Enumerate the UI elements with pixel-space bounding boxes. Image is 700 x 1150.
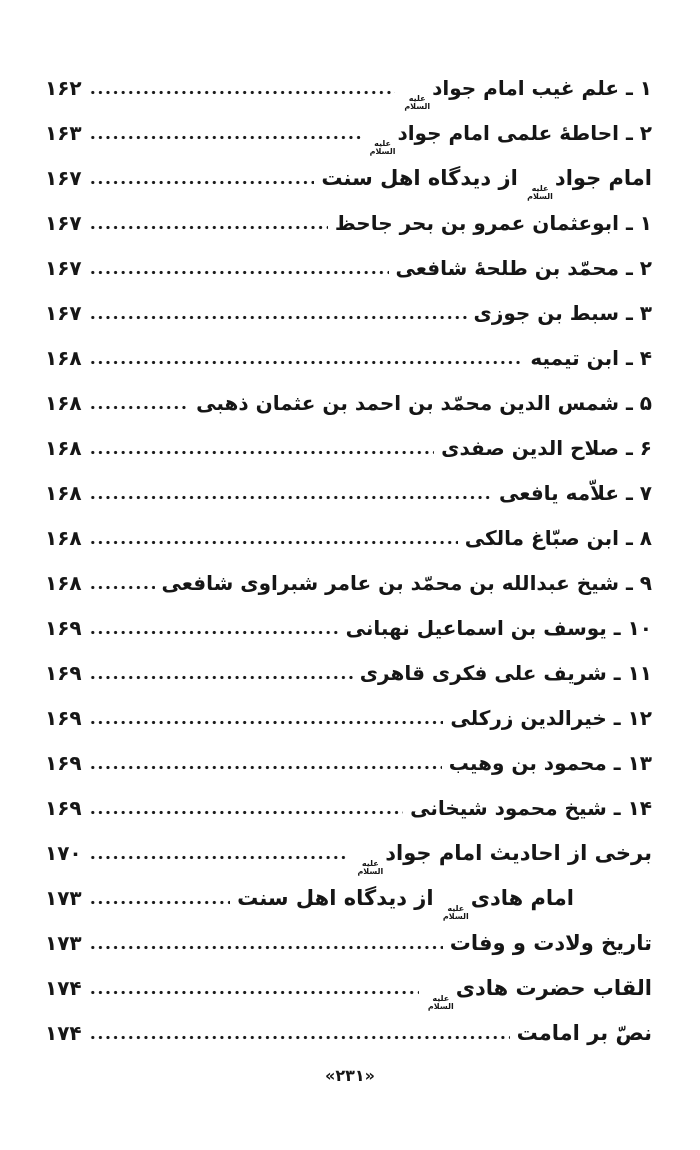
entry-page-number: ۱۶۳ [45, 121, 82, 145]
entry-title-text: ۷ ـ علاّمه يافعی [499, 481, 652, 505]
entry-title-text: ۱ ـ علم غيب امام جواد [432, 76, 652, 100]
entry-title [465, 516, 652, 561]
entry-title [346, 606, 652, 651]
dot-leader [89, 90, 396, 95]
toc-row [45, 156, 652, 201]
entry-title [355, 831, 652, 877]
entry-title [321, 156, 652, 202]
dot-leader [89, 990, 419, 995]
entry-title-text: ۲ ـ محمّد بن طلحۀ شافعی [395, 256, 652, 280]
dot-leader [89, 765, 442, 770]
dot-leader [89, 945, 443, 950]
entry-title-text: تاريخ ولادت و وفات [449, 931, 652, 955]
entry-title [360, 651, 652, 696]
entry-page-number: ۱۷۳ [45, 886, 82, 910]
entry-title [396, 246, 652, 291]
entry-title [517, 1011, 652, 1056]
entry-title-text: ۱۰ ـ يوسف بن اسماعيل نهبانی [345, 616, 652, 640]
toc-list [45, 66, 652, 1056]
dot-leader [89, 675, 353, 680]
entry-page-number: ۱۷۴ [45, 976, 82, 1000]
entry-title-text: ۲ ـ احاطۀ علمی امام جواد [397, 121, 652, 145]
toc-row [45, 381, 652, 426]
toc-row [45, 966, 652, 1011]
entry-title-text: ۶ ـ صلاح الدين صفدی [441, 436, 652, 460]
entry-page-number: ۱۶۸ [45, 526, 82, 550]
toc-row [45, 201, 652, 246]
toc-row [45, 561, 652, 606]
entry-title-text: نصّ بر امامت [516, 1021, 652, 1045]
entry-title-text: ۱۲ ـ خيرالدين زرکلی [450, 706, 652, 730]
toc-row [45, 741, 652, 786]
toc-row [45, 336, 652, 381]
entry-title [410, 786, 652, 831]
toc-row [45, 921, 652, 966]
dot-leader [89, 585, 155, 590]
entry-title [335, 201, 652, 246]
page-number-footer: «۲۳۱» [325, 1066, 375, 1085]
toc-row [45, 426, 652, 471]
entry-title-text: امام هادی [470, 886, 574, 910]
toc-row [45, 471, 652, 516]
toc-row [45, 291, 652, 336]
entry-page-number: ۱۶۷ [45, 211, 82, 235]
entry-page-number: ۱۶۹ [45, 616, 82, 640]
entry-page-number: ۱۶۸ [45, 346, 82, 370]
entry-title [450, 921, 652, 966]
toc-row [45, 696, 652, 741]
dot-leader [89, 135, 361, 140]
entry-page-number: ۱۶۸ [45, 391, 82, 415]
entry-title [474, 291, 652, 336]
entry-title [530, 336, 652, 381]
entry-page-number: ۱۷۰ [45, 841, 82, 865]
entry-title [162, 561, 652, 606]
dot-leader [89, 315, 467, 320]
dot-leader [89, 1035, 510, 1040]
entry-title-text: ۱۴ ـ شيخ محمود شيخانی [410, 796, 652, 820]
entry-page-number: ۱۶۸ [45, 571, 82, 595]
alayhis-salam-icon: عليه السلام [369, 139, 396, 157]
entry-title [196, 381, 652, 426]
entry-title [426, 966, 652, 1012]
toc-row [45, 651, 652, 696]
entry-page-number: ۱۶۸ [45, 436, 82, 460]
entry-title-text: ۳ ـ سبط بن جوزی [473, 301, 652, 325]
toc-row [45, 66, 652, 111]
toc-row [45, 876, 652, 921]
entry-title [450, 696, 652, 741]
dot-leader [89, 360, 524, 365]
entry-page-number: ۱۶۹ [45, 796, 82, 820]
entry-page-number: ۱۶۷ [45, 166, 82, 190]
toc-row [45, 786, 652, 831]
entry-page-number: ۱۶۸ [45, 481, 82, 505]
entry-title-text-after: از ديدگاه اهل سنت [321, 166, 526, 190]
entry-title-text: ۱۱ ـ شريف علی فکری قاهری [359, 661, 652, 685]
toc-row [45, 1011, 652, 1056]
dot-leader [89, 405, 190, 410]
dot-leader [89, 540, 458, 545]
alayhis-salam-icon: عليه السلام [442, 904, 469, 922]
dot-leader [89, 900, 231, 905]
entry-page-number: ۱۶۹ [45, 751, 82, 775]
entry-title-text: امام جواد [554, 166, 652, 190]
entry-title [402, 66, 652, 112]
alayhis-salam-icon: عليه السلام [527, 184, 553, 202]
entry-page-number: ۱۷۳ [45, 931, 82, 955]
alayhis-salam-icon: عليه السلام [357, 859, 384, 877]
toc-row [45, 111, 652, 156]
entry-page-number: ۱۶۹ [45, 706, 82, 730]
dot-leader [89, 180, 315, 185]
entry-title-text: ۹ ـ شيخ عبدالله بن محمّد بن عامر شبراوی شافعی [161, 571, 652, 595]
dot-leader [89, 855, 349, 860]
dot-leader [89, 225, 328, 230]
entry-page-number: ۱۶۷ [45, 301, 82, 325]
dot-leader [89, 810, 404, 815]
entry-title-text: برخی از احاديث امام جواد [385, 841, 652, 865]
entry-page-number: ۱۶۲ [45, 76, 82, 100]
entry-title-text: ۱ ـ ابوعثمان عمرو بن بحر جاحظ [334, 211, 652, 235]
toc-row [45, 246, 652, 291]
dot-leader [89, 630, 339, 635]
entry-title-text: القاب حضرت هادی [455, 976, 652, 1000]
entry-page-number: ۱۶۹ [45, 661, 82, 685]
entry-title-text: ۱۳ ـ محمود بن وهيب [448, 751, 652, 775]
entry-title-text: ۴ ـ ابن تيميه [530, 346, 652, 370]
toc-row [45, 516, 652, 561]
entry-title [368, 111, 652, 157]
entry-title-text: ۸ ـ ابن صبّاغ مالکی [464, 526, 652, 550]
dot-leader [89, 720, 444, 725]
entry-page-number: ۱۶۷ [45, 256, 82, 280]
entry-title-text: ۵ ـ شمس الدين محمّد بن احمد بن عثمان ذهبی [196, 391, 652, 415]
toc-row [45, 831, 652, 876]
dot-leader [89, 270, 389, 275]
entry-title [449, 741, 652, 786]
entry-title-text-after: از ديدگاه اهل سنت [237, 886, 441, 910]
alayhis-salam-icon: عليه السلام [404, 94, 431, 112]
entry-title [237, 876, 574, 922]
entry-page-number: ۱۷۴ [45, 1021, 82, 1045]
dot-leader [89, 450, 435, 455]
alayhis-salam-icon: عليه السلام [427, 994, 454, 1012]
toc-row [45, 606, 652, 651]
entry-title [499, 471, 652, 516]
dot-leader [89, 495, 492, 500]
entry-title [441, 426, 652, 471]
